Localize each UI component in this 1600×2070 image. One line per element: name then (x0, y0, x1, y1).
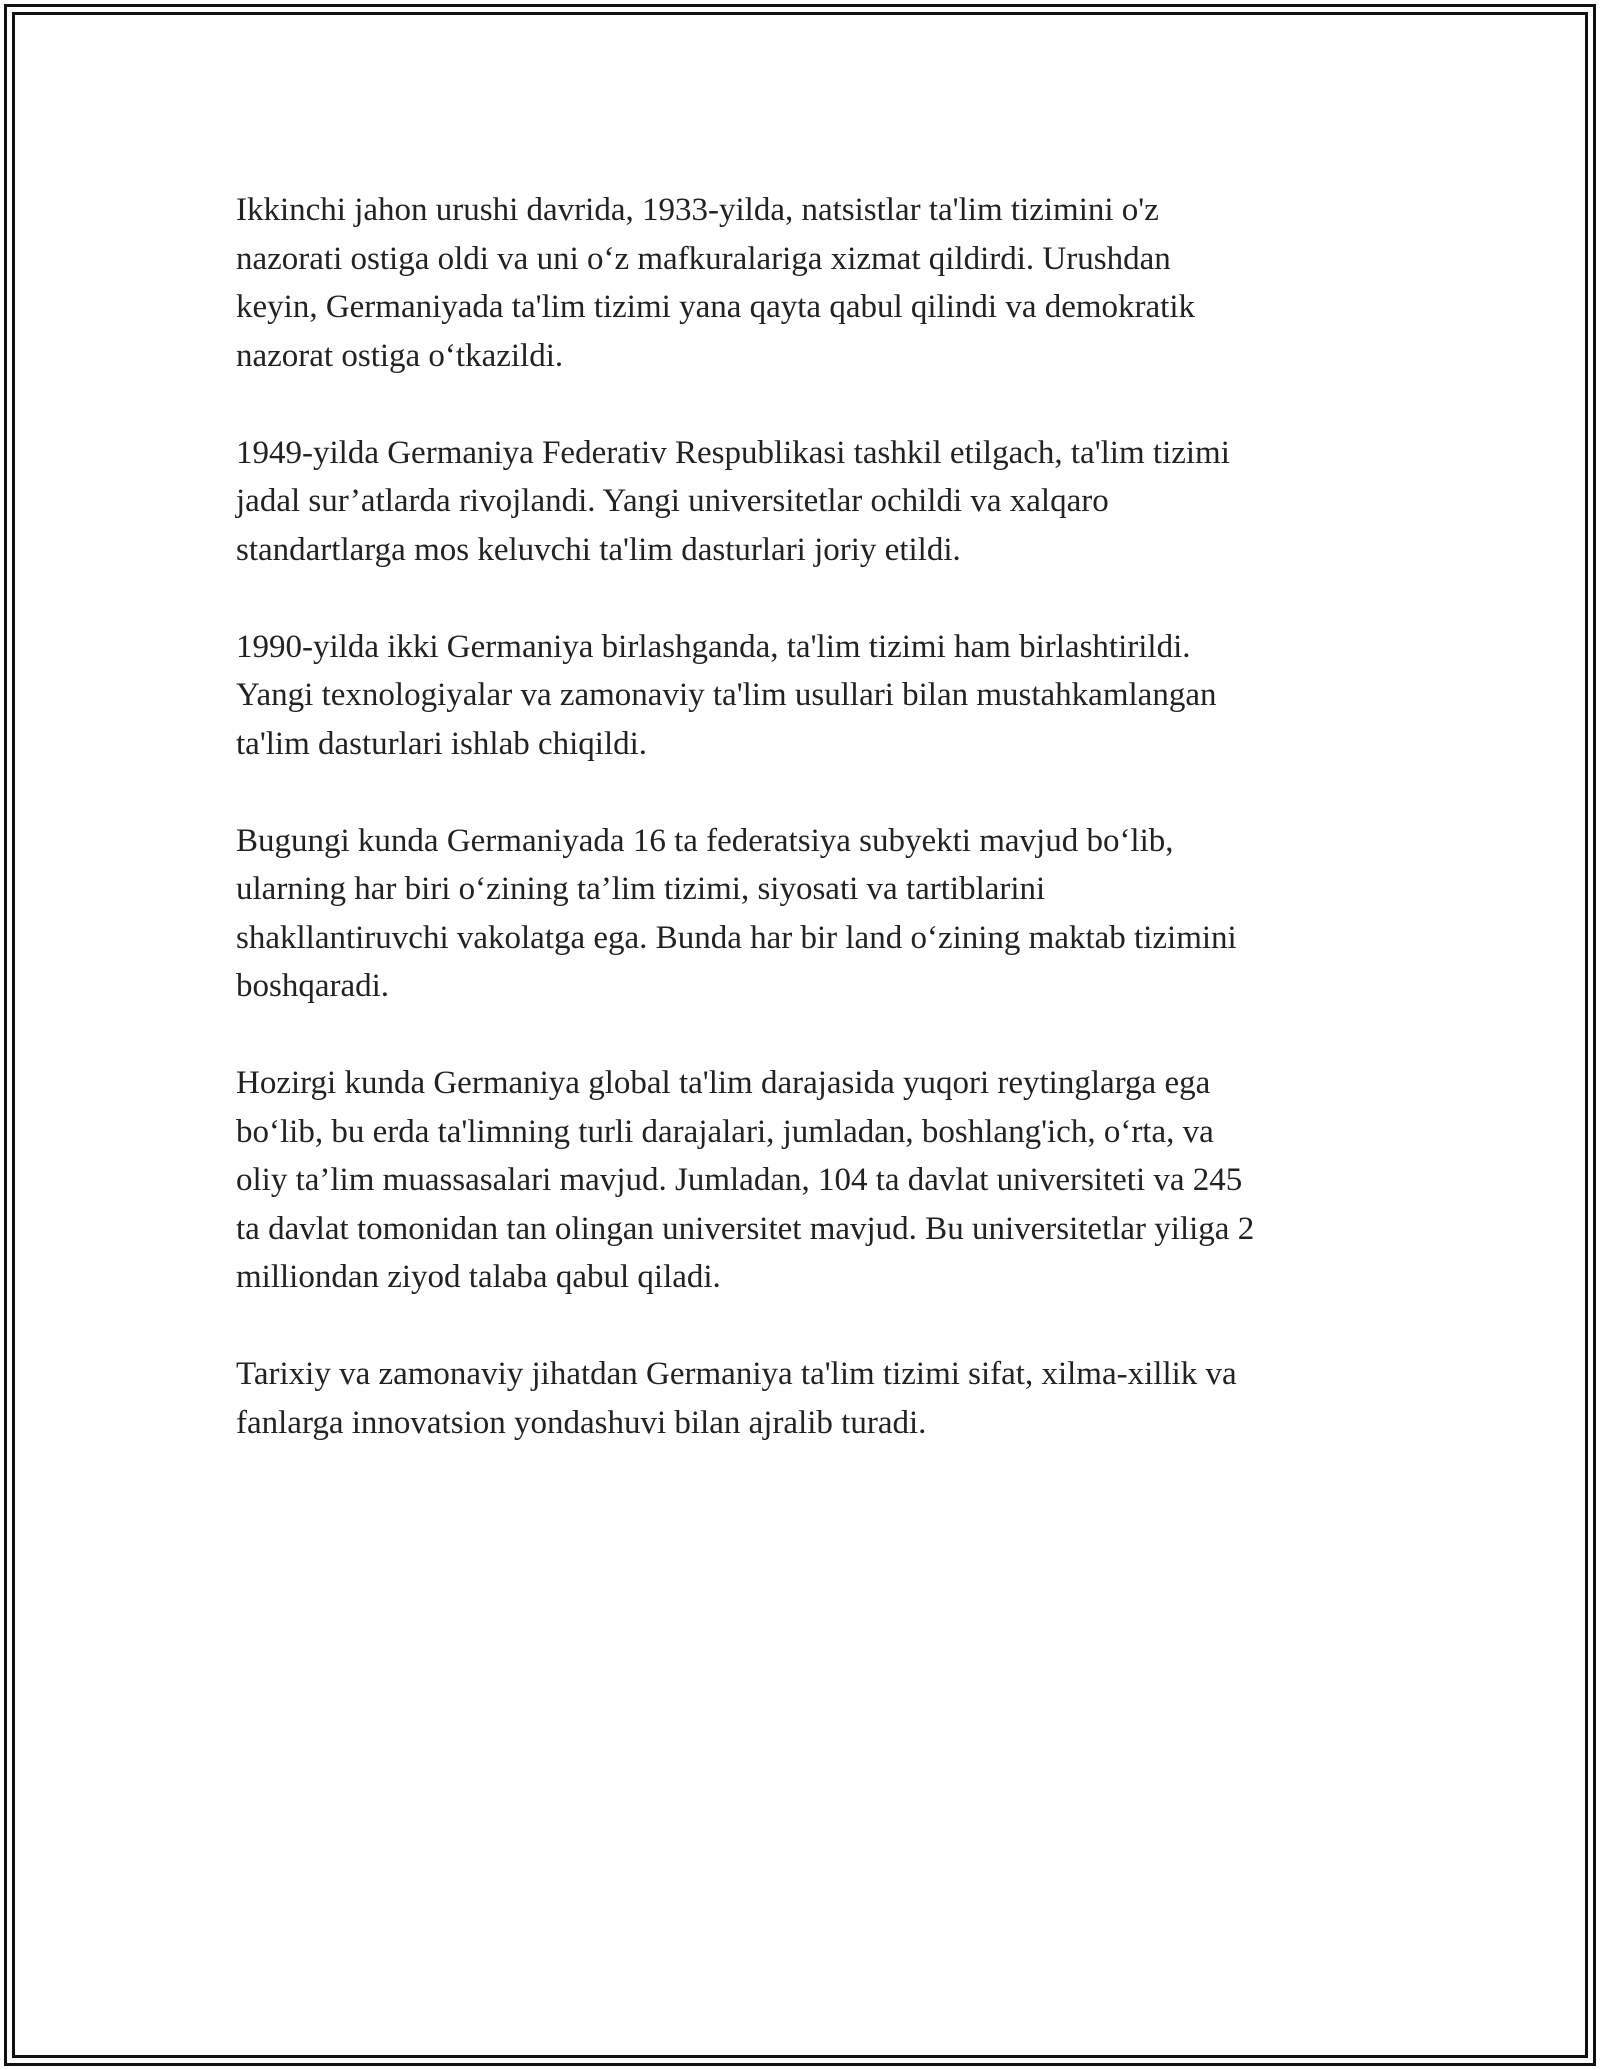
paragraph-1: Ikkinchi jahon urushi davrida, 1933-yilda, natsistlar ta'lim tizimini o'z nazorati ostiga oldi va uni o‘z mafkuralariga xizmat qildirdi. Urushdan keyin, Germaniyada ta'lim tizimi yana qayta qabul qilindi va demokratik nazorat ostiga o‘tkazildi. (236, 192, 1195, 374)
paragraph-5: Hozirgi kunda Germaniya global ta'lim darajasida yuqori reytinglarga ega bo‘lib, bu erda ta'limning turli darajalari, jumladan, boshlang'ich, o‘rta, va oliy ta’lim muassasalari mavjud. Jumladan, 104 ta davlat universiteti va 245 ta davlat tomonidan tan olingan universitet mavjud. Bu universitetlar yiliga 2 milliondan ziyod talaba qabul qiladi. (236, 1065, 1255, 1295)
paragraph-3: 1990-yilda ikki Germaniya birlashganda, ta'lim tizimi ham birlashtirildi. Yangi texnologiyalar va zamonaviy ta'lim usullari bilan mustahkamlangan ta'lim dasturlari ishlab chiqildi. (236, 628, 1217, 762)
paragraph-4: Bugungi kunda Germaniyada 16 ta federatsiya subyekti mavjud bo‘lib, ularning har biri o‘zining ta’lim tizimi, siyosati va tartiblarini shakllantiruvchi vakolatga ega. Bunda har bir land o‘zining maktab tizimini boshqaradi. (236, 822, 1237, 1004)
paragraph-6: Tarixiy va zamonaviy jihatdan Germaniya ta'lim tizimi sifat, xilma-xillik va fanlarga innovatsion yondashuvi bilan ajralib turadi. (236, 1356, 1237, 1441)
document-body (236, 186, 1376, 1447)
paragraph-2: 1949-yilda Germaniya Federativ Respublikasi tashkil etilgach, ta'lim tizimi jadal sur’atlarda rivojlandi. Yangi universitetlar ochildi va xalqaro standartlarga mos keluvchi ta'lim dasturlari joriy etildi. (236, 434, 1230, 568)
